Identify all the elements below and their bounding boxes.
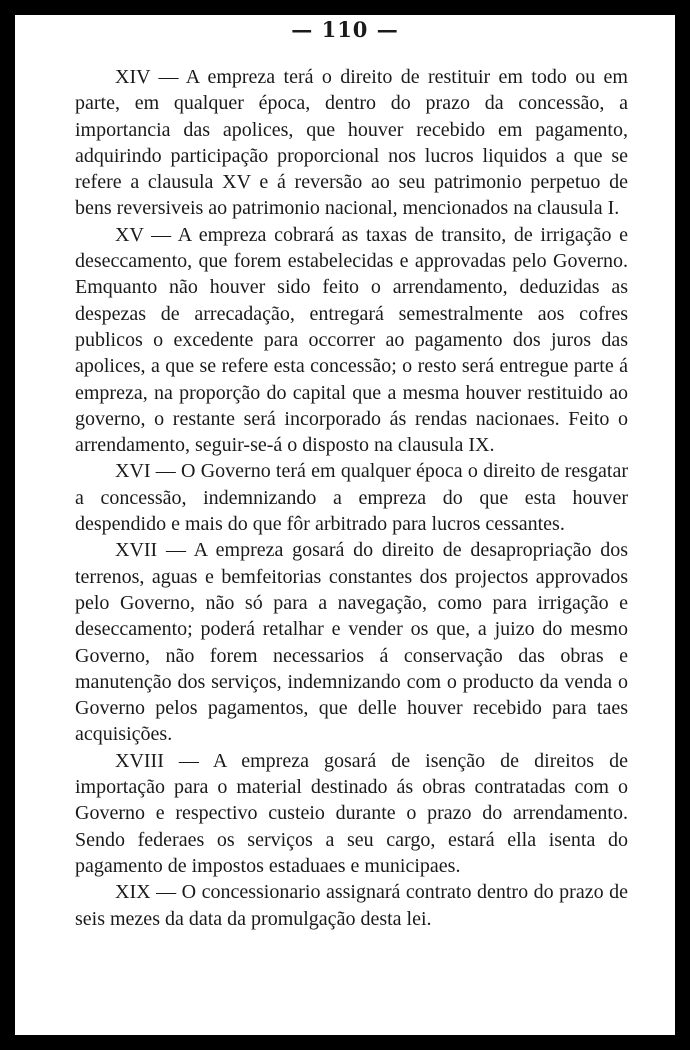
- clause-xvi: XVI — O Governo terá em qualquer época o direito de resgatar a concessão, indemnizando a empreza do que esta houver despendido e mais do que fôr arbitrado para lucros cessantes.: [75, 460, 628, 536]
- clause-xv: XV — A empreza cobrará as taxas de transito, de irrigação e deseccamento, que forem estabelecidas e approvadas pelo Governo. Emquanto não houver sido feito o arrendamento, deduzidas as despezas de arrecadação, entregará semestralmente aos cofres publicos o excedente para occorrer ao pagamento dos juros das apolices, a que se refere esta concessão; o resto será entregue parte á empreza, na proporção do capital que a mesma houver restituido ao governo, o restante será incorporado ás rendas nacionaes. Feito o arrendamento, seguir-se-á o disposto na clausula IX.: [75, 223, 628, 457]
- clause-xix: XIX — O concessionario assignará contrato dentro do prazo de seis mezes da data da promulgação desta lei.: [75, 881, 628, 930]
- clause-xviii: XVIII — A empreza gosará de isenção de direitos de importação para o material destinado ás obras contratadas com o Governo e respectivo custeio durante o prazo do arrendamento. Sendo federaes os serviços a seu cargo, estará ella isenta do pagamento de impostos estaduaes e municipaes.: [75, 749, 628, 877]
- clause-xiv: XIV — A empreza terá o direito de restituir em todo ou em parte, em qualquer época, dentro do prazo da concessão, a importancia das apolices, que houver recebido em pagamento, adquirindo participação proporcional nos lucros liquidos a que se refere a clausula XV e á reversão ao seu patrimonio perpetuo de bens reversiveis ao patrimonio nacional, mencionados na clausula I.: [75, 66, 628, 220]
- document-page: [15, 15, 675, 1035]
- clauses-body: [75, 64, 628, 932]
- clause-xvii: XVII — A empreza gosará do direito de desapropriação dos terrenos, aguas e bemfeitorias constantes dos projectos approvados pelo Governo, não só para a navegação, como para irrigação e deseccamento; poderá retalhar e vender os que, a juizo do mesmo Governo, não forem necessarios á conservação das obras e manutenção dos serviços, indemnizando com o producto da venda o Governo pelos pagamentos, que delle houver recebido para taes acquisições.: [75, 539, 628, 746]
- page-number: — 110 —: [291, 17, 399, 42]
